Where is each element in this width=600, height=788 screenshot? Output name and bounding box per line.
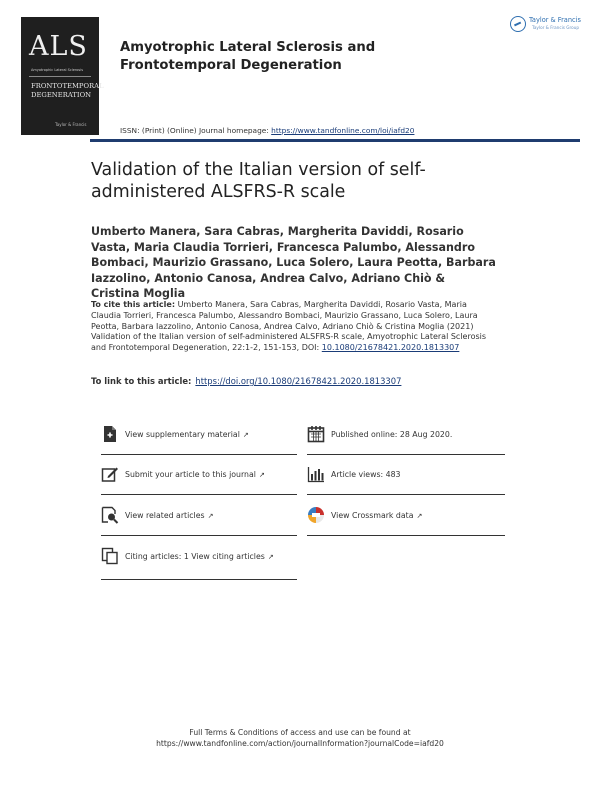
published-online-label: Published online: 28 Aug 2020. bbox=[331, 430, 453, 439]
cell-underline bbox=[101, 454, 297, 455]
related-articles-cell[interactable] bbox=[101, 506, 297, 536]
article-doi-link[interactable]: https://doi.org/10.1080/21678421.2020.1813307 bbox=[195, 376, 402, 386]
footer-line1: Full Terms & Conditions of access and use can be found at bbox=[189, 728, 411, 737]
crossmark-label: View Crossmark data bbox=[331, 511, 414, 520]
external-link-icon: ↗ bbox=[242, 431, 249, 439]
article-title: Validation of the Italian version of self-administered ALSFRS-R scale bbox=[91, 160, 426, 202]
journal-title: Amyotrophic Lateral Sclerosis and Frontotemporal Degeneration bbox=[120, 40, 376, 73]
cover-subtitle bbox=[31, 82, 104, 100]
issn-prefix: ISSN: (Print) (Online) Journal homepage: bbox=[120, 126, 272, 135]
publisher-group: Taylor & Francis Group bbox=[532, 25, 580, 30]
article-link-line bbox=[91, 376, 401, 386]
citing-documents-icon bbox=[101, 547, 119, 565]
crossmark-icon bbox=[307, 506, 325, 524]
cover-line3: DEGENERATION bbox=[31, 91, 92, 99]
citing-articles-cell[interactable] bbox=[101, 547, 297, 580]
cell-underline bbox=[101, 579, 297, 580]
crossmark-cell[interactable] bbox=[307, 506, 505, 536]
submit-article-label: Submit your article to this journal bbox=[125, 470, 256, 479]
cover-logo-text: ALS bbox=[29, 31, 88, 62]
cell-underline bbox=[101, 535, 297, 536]
article-views-cell bbox=[307, 465, 505, 495]
view-supplementary-cell[interactable] bbox=[101, 425, 297, 455]
bar-chart-icon bbox=[307, 465, 325, 483]
view-supplementary-label: View supplementary material bbox=[125, 430, 240, 439]
cell-underline bbox=[307, 535, 505, 536]
external-link-icon: ↗ bbox=[416, 512, 423, 520]
file-plus-icon bbox=[101, 425, 119, 443]
published-online-cell bbox=[307, 425, 505, 455]
calendar-icon bbox=[307, 425, 325, 443]
submit-article-cell[interactable] bbox=[101, 465, 297, 495]
cell-underline bbox=[307, 494, 505, 495]
journal-homepage-link[interactable]: https://www.tandfonline.com/loi/iafd20 bbox=[271, 126, 415, 135]
issn-line bbox=[120, 126, 414, 135]
cell-underline bbox=[101, 494, 297, 495]
publisher-logo-icon bbox=[510, 16, 526, 32]
article-views-label: Article views: 483 bbox=[331, 470, 401, 479]
article-authors: Umberto Manera, Sara Cabras, Margherita Daviddi, Rosario Vasta, Maria Claudia Torrieri, Francesca Palumbo, Alessandro Bombaci, Maurizio Grassano, Luca Solero, Laura Peotta, Barbara Iazzolino, Antonio Canosa, Andrea Calvo, Adriano Chiò & Cristina Moglia bbox=[91, 225, 496, 300]
citing-articles-label: Citing articles: 1 View citing articles bbox=[125, 552, 265, 561]
footer bbox=[0, 727, 600, 749]
cell-underline bbox=[307, 454, 505, 455]
external-link-icon: ↗ bbox=[267, 553, 274, 561]
publisher-name: Taylor & Francis bbox=[529, 16, 581, 24]
cite-doi-link[interactable]: 10.1080/21678421.2020.1813307 bbox=[321, 343, 460, 353]
cover-publisher-mark: Taylor & Francis bbox=[55, 122, 87, 127]
link-label: To link to this article: bbox=[91, 376, 192, 386]
citation-block bbox=[91, 300, 491, 354]
publisher-logo[interactable] bbox=[510, 15, 585, 35]
footer-terms-link[interactable]: https://www.tandfonline.com/action/journalInformation?journalCode=iafd20 bbox=[156, 739, 444, 748]
journal-cover bbox=[21, 17, 104, 135]
external-link-icon: ↗ bbox=[207, 512, 214, 520]
cover-divider bbox=[29, 76, 91, 77]
edit-icon bbox=[101, 465, 119, 483]
external-link-icon: ↗ bbox=[258, 471, 265, 479]
related-articles-label: View related articles bbox=[125, 511, 205, 520]
cover-line1: Amyotrophic Lateral Sclerosis bbox=[31, 68, 84, 72]
search-document-icon bbox=[101, 506, 119, 524]
cite-text: Umberto Manera, Sara Cabras, Margherita Daviddi, Rosario Vasta, Maria Claudia Torrieri, Francesca Palumbo, Alessandro Bombaci, Maurizio Grassano, Luca Solero, Laura Peotta, Barbara Iazzolino, Antonio Canosa, Andrea Calvo, Adriano Chiò & Cristina Moglia (2021) Validation of the Italian version of self-administered ALSFRS-R scale, Amyotrophic Lateral Sclerosis and Frontotemporal Degeneration, 22:1-2, 151-153, DOI: bbox=[91, 300, 487, 353]
cite-label: To cite this article: bbox=[91, 300, 176, 309]
header-rule bbox=[90, 139, 580, 142]
cover-line2: FRONTOTEMPORAL bbox=[31, 82, 104, 90]
